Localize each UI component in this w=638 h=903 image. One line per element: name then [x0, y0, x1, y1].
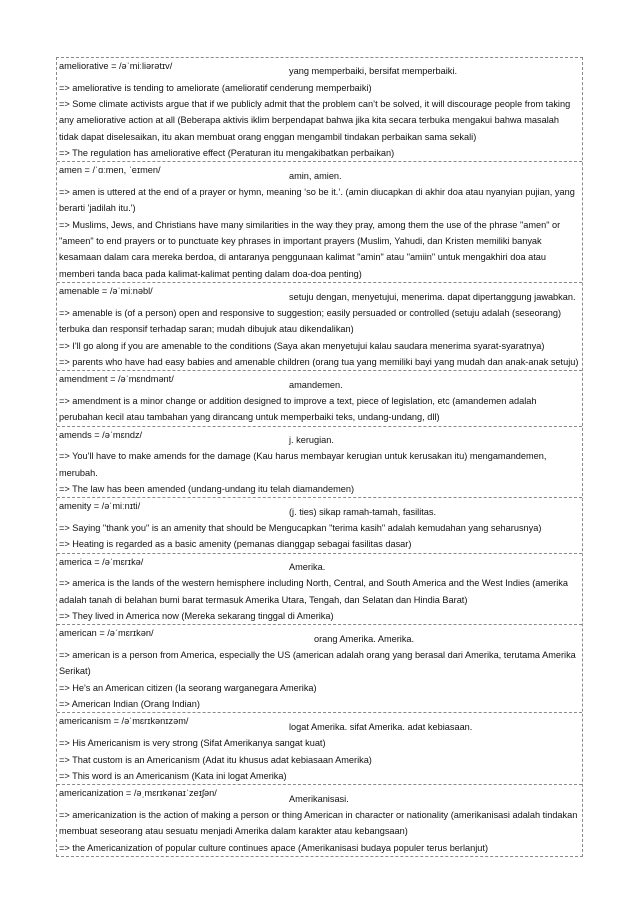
- entry-example-line: => That custom is an Americanism (Adat itu khusus adat kebiasaan Amerika): [59, 754, 372, 765]
- entry-headword-line: [59, 162, 580, 184]
- entry-term: ameliorative = /əˈmiːliərətɪv/: [59, 61, 173, 71]
- dictionary-entry: [57, 785, 582, 856]
- entry-example-line: => american is a person from America, especially the US (american adalah orang yang berasal dari Amerika, terutama Amerika Serikat): [59, 650, 576, 677]
- entry-example-line: => Muslims, Jews, and Christians have many similarities in the way they pray, among them the use of the phrase "amen" or "ameen" to end prayers or to punctuate key phrases in important prayers (Muslim, Yahudi, dan Kristen memiliki banyak kesamaan dalam cara mereka berdoa, di antaranya penggunaan kalimat "amin" atau "amiin" untuk mengakhiri doa atau memberi tanda baca pada kalimat-kalimat penting dalam doa-doa penting): [59, 219, 561, 279]
- entry-example-line: => america is the lands of the western hemisphere including North, Central, and South America and the West Indies (amerika adalah tanah di belahan bumi barat termasuk Amerika Utara, Tengah, dan Selatan dan Hindia Barat): [59, 578, 568, 605]
- entry-term: amends = /əˈmɛndz/: [59, 429, 143, 440]
- entry-example-line: => His Americanism is very strong (Sifat Amerikanya sangat kuat): [59, 738, 326, 749]
- entry-translation: amin, amien.: [289, 170, 342, 181]
- dictionary-entry: [57, 498, 582, 553]
- entry-headword-line: [59, 713, 580, 735]
- entry-term: amen = /ˈɑːmen, ˈeɪmen/: [59, 165, 161, 176]
- entry-example-line: => The law has been amended (undang-undang itu telah diamandemen): [59, 483, 355, 494]
- dictionary-entry: [57, 713, 582, 785]
- entry-example-line: => Saying "thank you" is an amenity that should be Mengucapkan "terima kasih" adalah kemudahan yang seharusnya): [59, 523, 542, 533]
- entry-term: americanism = /əˈmɛrɪkənɪzəm/: [59, 716, 189, 727]
- dictionary-entry: [57, 162, 582, 283]
- dictionary-entry: [57, 554, 582, 626]
- entry-example-line: => American Indian (Orang Indian): [59, 699, 200, 710]
- entry-example-line: => Heating is regarded as a basic amenity (pemanas dianggap sebagai fasilitas dasar): [59, 539, 412, 550]
- entry-headword-line: [59, 498, 580, 520]
- entry-example-line: => He's an American citizen (Ia seorang warganegara Amerika): [59, 682, 317, 693]
- entry-example-line: => I'll go along if you are amenable to the conditions (Saya akan menyetujui kalau saudara menerima syarat-syaratnya): [59, 340, 545, 351]
- entry-headword-line: [59, 625, 580, 647]
- entry-translation: (j. ties) sikap ramah-tamah, fasilitas.: [289, 506, 437, 517]
- entry-example-line: => This word is an Americanism (Kata ini logat Amerika): [59, 770, 287, 781]
- dictionary-entry: [57, 58, 582, 162]
- entry-headword-line: [59, 58, 580, 80]
- entry-translation: setuju dengan, menyetujui, menerima. dapat dipertanggung jawabkan.: [289, 291, 576, 302]
- entry-headword-line: [59, 554, 580, 576]
- entry-translation: yang memperbaiki, bersifat memperbaiki.: [289, 66, 457, 77]
- entry-term: american = /əˈmɛrɪkən/: [59, 628, 154, 639]
- entry-example-line: => the Americanization of popular culture continues apace (Amerikanisasi budaya populer terus berlanjut): [59, 842, 488, 853]
- dictionary-sheet: [56, 57, 583, 857]
- entry-example-line: => Some climate activists argue that if we publicly admit that the problem can’t be solved, it will discourage people from taking any ameliorative action at all (Beberapa aktivis iklim berpendapat bahwa jika kita secara terbuka mengakui bahwa masalah tidak dapat diselesaikan, itu akan membuat orang enggan mengambil tindakan perbaikan sama sekali): [59, 99, 571, 142]
- entry-term: america = /əˈmɛrɪkə/: [59, 556, 144, 567]
- entry-translation: amandemen.: [289, 379, 343, 390]
- dictionary-entry: [57, 283, 582, 371]
- dictionary-entry: [57, 427, 582, 499]
- entry-translation: logat Amerika. sifat Amerika. adat kebiasaan.: [289, 721, 473, 732]
- entry-translation: Amerikanisasi.: [289, 793, 349, 804]
- entry-example-line: => The regulation has ameliorative effect (Peraturan itu mengakibatkan perbaikan): [59, 148, 395, 159]
- entry-term: amendment = /əˈmɛndmənt/: [59, 374, 174, 385]
- entry-example-line: => amenable is (of a person) open and responsive to suggestion; easily persuaded or controlled (setuju adalah (seseorang) terbuka dan responsif terhadap saran; mudah dibujuk atau dikendalikan): [59, 307, 562, 335]
- entry-example-line: => They lived in America now (Mereka sekarang tinggal di Amerika): [59, 611, 334, 622]
- entry-translation: orang Amerika. Amerika.: [314, 633, 415, 644]
- entry-headword-line: [59, 283, 580, 305]
- dictionary-entry: [57, 371, 582, 426]
- dictionary-entry: [57, 625, 582, 713]
- entry-example-line: => amendment is a minor change or addition designed to improve a text, piece of legislation, etc (amandemen adalah perubahan kecil atau tambahan yang dirancang untuk memperbaiki teks, undang-undang, dll): [59, 395, 537, 423]
- entry-translation: j. kerugian.: [289, 434, 334, 445]
- entry-example-line: => americanization is the action of making a person or thing American in character or nationality (amerikanisasi adalah tindakan membuat seseorang atau sesuatu menjadi Amerika dalam karakter atau kebangsaan): [59, 809, 578, 837]
- entry-translation: Amerika.: [289, 562, 326, 573]
- entry-term: americanization = /əˌmɛrɪkənaɪˈzeɪʃən/: [59, 788, 217, 799]
- entry-headword-line: [59, 785, 580, 807]
- entry-example-line: => You'll have to make amends for the damage (Kau harus membayar kerugian untuk kerusakan itu) mengamandemen, merubah.: [59, 451, 547, 478]
- entry-term: amenity = /əˈmiːnɪti/: [59, 501, 141, 512]
- entry-headword-line: [59, 371, 580, 393]
- entry-headword-line: [59, 427, 580, 449]
- entry-term: amenable = /əˈmiːnəbl/: [59, 286, 153, 297]
- entry-example-line: => parents who have had easy babies and amenable children (orang tua yang memiliki bayi yang mudah dan anak-anak setuju): [59, 356, 579, 367]
- entry-example-line: => ameliorative is tending to ameliorate (amelioratif cenderung memperbaiki): [59, 82, 372, 93]
- entry-example-line: => amen is uttered at the end of a prayer or hymn, meaning ‘so be it.’. (amin diucapkan di akhir doa atau nyanyian pujian, yang berarti 'jadilah itu.'): [59, 187, 575, 214]
